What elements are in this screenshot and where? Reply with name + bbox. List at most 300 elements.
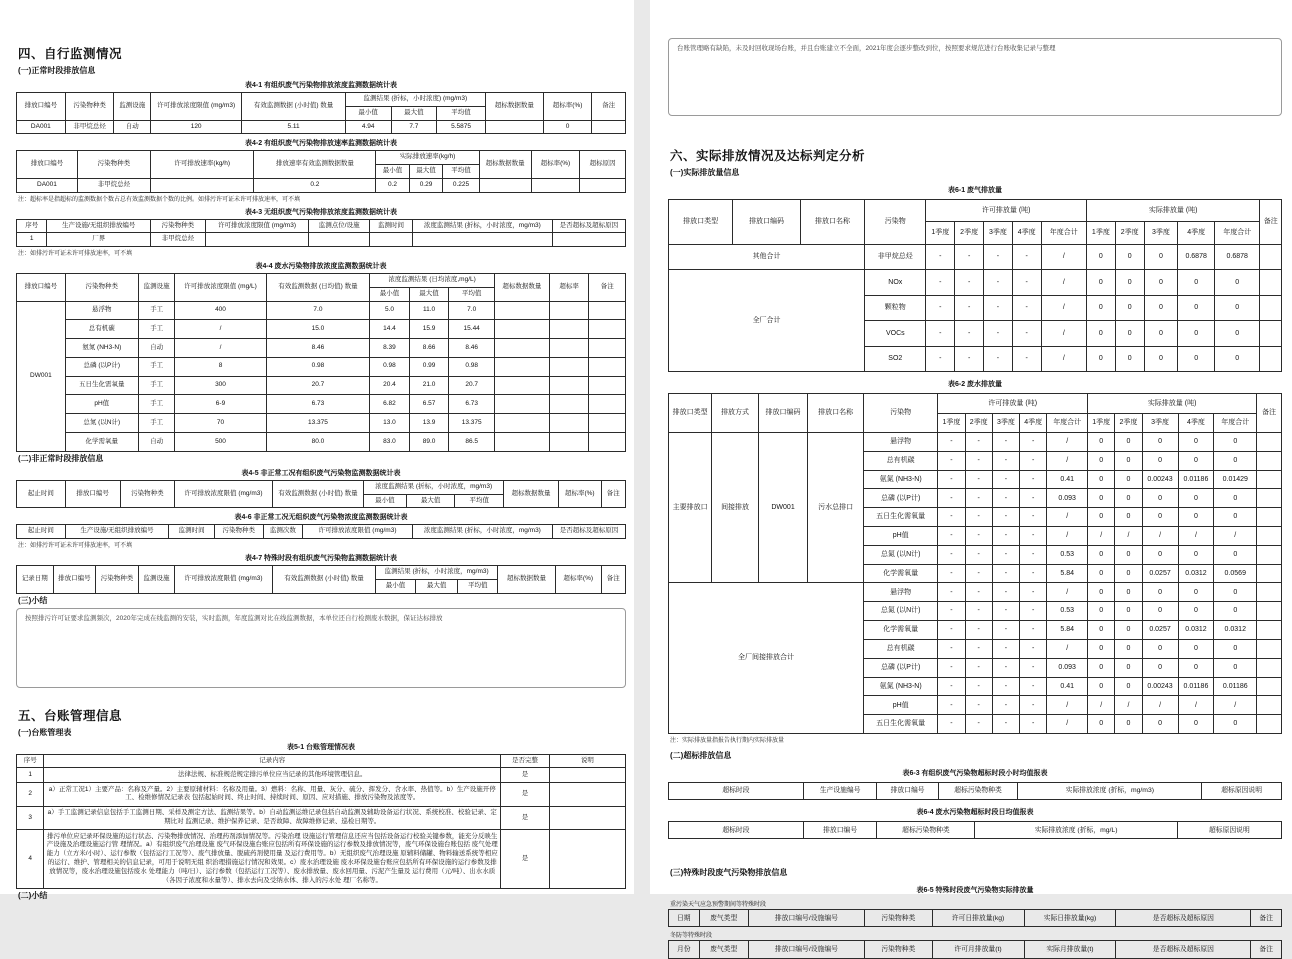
cell: [592, 120, 626, 134]
cell: -: [965, 451, 992, 470]
column-header: 最大值: [409, 287, 449, 301]
cell: 0: [1142, 639, 1178, 658]
cell: 8.46: [449, 339, 495, 358]
column-header: 超标原因说明: [1177, 822, 1281, 839]
cell: 0: [1215, 346, 1260, 371]
cell: 非甲烷总烃: [150, 233, 205, 247]
cell: [412, 233, 552, 247]
column-header: 年度合计: [1214, 413, 1257, 432]
column-header: 排放口编号: [803, 822, 877, 839]
cell: 0: [1115, 270, 1144, 295]
cell: /: [1047, 715, 1088, 734]
cell: 0: [1214, 432, 1257, 451]
cell: 0: [1144, 270, 1178, 295]
cell: 悬浮物: [65, 301, 138, 320]
table-header-row: [669, 822, 1282, 839]
cell: 是: [501, 806, 550, 830]
table-row: [669, 270, 1282, 295]
cell: 5.5875: [437, 120, 486, 134]
column-header: 污染物: [865, 200, 926, 245]
cell: 0: [1115, 244, 1144, 269]
cell: 13.0: [370, 414, 410, 433]
table-row: [17, 178, 626, 192]
table-6-5-title: 表6-5 特殊时段废气污染物实际排放量: [916, 887, 1034, 895]
cell: 0: [1178, 658, 1214, 677]
cell: [1257, 489, 1282, 508]
column-header: 最小值: [364, 494, 407, 508]
cell: /: [1178, 527, 1214, 546]
cell: -: [965, 527, 992, 546]
cell: 总有机碳: [864, 639, 938, 658]
cell: -: [965, 564, 992, 583]
column-header: 许可排放速率(kg/h): [150, 151, 254, 179]
cell: 污水总排口: [808, 432, 864, 583]
table-row: [17, 433, 626, 452]
cell: 0: [1115, 508, 1142, 527]
table-row: [669, 244, 1282, 269]
table-header-row: [669, 200, 1282, 222]
column-header: 3季度: [1142, 413, 1178, 432]
column-header: 超标率(%): [558, 480, 601, 508]
ledger-summary-textbox[interactable]: 台账管理略有缺陷，未及时回收现场台账，并且台账建立不全面，2021年度会逐步整改到位，按照要求规范进行台账收集记录与整理: [668, 38, 1282, 116]
cell: 自动: [114, 120, 151, 134]
cell: 全厂合计: [669, 270, 865, 372]
cell: NOx: [865, 270, 926, 295]
subsection-ledger-table: (一)台账管理表: [18, 727, 72, 737]
cell: /: [1041, 295, 1086, 320]
table-row: [17, 395, 626, 414]
cell: [589, 339, 626, 358]
cell: 0: [1178, 545, 1214, 564]
cell: 颗粒物: [865, 295, 926, 320]
cell: 悬浮物: [864, 432, 938, 451]
table-header-row: [669, 782, 1282, 799]
cell: 0: [1115, 489, 1142, 508]
cell: 氨氮 (NH3-N): [65, 339, 138, 358]
cell: -: [1020, 489, 1047, 508]
column-header: 1季度: [926, 222, 955, 244]
cell: /: [1088, 696, 1115, 715]
cell: 0: [1115, 346, 1144, 371]
column-header: 监测设施: [138, 566, 175, 594]
cell: -: [955, 295, 984, 320]
cell: [495, 395, 550, 414]
cell: -: [938, 677, 965, 696]
cell: 是: [501, 768, 550, 783]
cell: 0.01186: [1214, 677, 1257, 696]
cell: 13.375: [449, 414, 495, 433]
cell: 0: [1088, 432, 1115, 451]
cell: [495, 339, 550, 358]
cell: 0: [1214, 451, 1257, 470]
table-row: [17, 301, 626, 320]
cell: -: [938, 527, 965, 546]
column-header: 排放口类型: [669, 394, 712, 433]
cell: -: [1020, 715, 1047, 734]
cell: [1257, 545, 1282, 564]
cell: -: [926, 321, 955, 346]
cell: [1257, 564, 1282, 583]
column-header: 排放口编码: [733, 200, 800, 245]
column-header: 起止时间: [17, 480, 66, 508]
cell: 0: [543, 120, 592, 134]
cell: [580, 178, 626, 192]
column-header: 有效监测数据 (小时值) 数量: [272, 566, 376, 594]
column-header: 备注: [601, 566, 625, 594]
cell: -: [984, 321, 1013, 346]
subsection-special-period: (三)特殊时段废气污染物排放信息: [670, 868, 788, 878]
cell: 总氮 (以N计): [864, 602, 938, 621]
table-5-1-title: 表5-1 台账管理情况表: [286, 743, 356, 751]
cell: -: [965, 470, 992, 489]
column-header: 年度合计: [1215, 222, 1260, 244]
column-header: 最大值: [391, 106, 437, 120]
cell: [1257, 508, 1282, 527]
cell: 0.41: [1047, 470, 1088, 489]
cell: pH值: [864, 696, 938, 715]
cell: [495, 376, 550, 395]
cell: /: [1214, 527, 1257, 546]
cell: 法律法规、标准规范规定排污单位应当记录的其他环境管理信息。: [44, 768, 501, 783]
cell: -: [1020, 545, 1047, 564]
cell: -: [992, 639, 1019, 658]
cell: -: [1012, 295, 1041, 320]
cell: 0: [1115, 621, 1142, 640]
cell: -: [992, 508, 1019, 527]
column-header: 污染物种类: [214, 525, 263, 539]
table-header-row: [17, 754, 626, 768]
cell: [495, 433, 550, 452]
cell: -: [992, 583, 1019, 602]
cell: 8.66: [409, 339, 449, 358]
column-header: 说明: [549, 754, 625, 768]
column-header: 备注: [1251, 910, 1282, 927]
column-header: 超标率(%): [555, 566, 601, 594]
cell: 厂界: [47, 233, 151, 247]
cell: 6-9: [175, 395, 266, 414]
table-header-row: [669, 941, 1282, 958]
column-header: 实际排放量 (吨): [1088, 394, 1257, 413]
cell: 15.44: [449, 320, 495, 339]
cell: 0.6878: [1215, 244, 1260, 269]
cell: 0: [1142, 451, 1178, 470]
column-header: 监测设施: [114, 93, 151, 121]
column-header: 序号: [17, 754, 44, 768]
cell: 0.0257: [1142, 621, 1178, 640]
cell: 13.375: [266, 414, 370, 433]
table-4-2-title: 表4-2 有组织废气污染物排放速率监测数据统计表: [244, 140, 398, 148]
column-header: 许可月排放量(t): [932, 941, 1024, 958]
column-header: 实际排放浓度 (折标，mg/m3): [1018, 782, 1202, 799]
column-header: 监测点位/设施: [309, 219, 370, 233]
cell: 21.0: [409, 376, 449, 395]
column-header: 有效监测数据 (小时值) 数量: [242, 93, 346, 121]
cell: -: [984, 244, 1013, 269]
cell: 6.73: [266, 395, 370, 414]
cell: 化学需氧量: [864, 564, 938, 583]
cell: 0: [1142, 489, 1178, 508]
column-header: 备注: [592, 93, 626, 121]
cell: 0: [1178, 715, 1214, 734]
cell: [205, 233, 309, 247]
cell: -: [1020, 564, 1047, 583]
cell: 0: [1215, 321, 1260, 346]
cell: /: [1041, 270, 1086, 295]
cell: 0: [1144, 244, 1178, 269]
cell: 15.9: [409, 320, 449, 339]
cell: -: [965, 508, 992, 527]
cell: -: [992, 564, 1019, 583]
column-header: 年度合计: [1047, 413, 1088, 432]
cell: -: [938, 489, 965, 508]
cell: -: [1020, 621, 1047, 640]
cell: 0.53: [1047, 602, 1088, 621]
cell: 83.0: [370, 433, 410, 452]
cell: 6.73: [449, 395, 495, 414]
column-header: 备注: [601, 480, 625, 508]
cell: -: [926, 270, 955, 295]
table-4-3-footnote: 注：如排污许可证未许可排放速率，可不填: [18, 251, 133, 258]
column-header: 4季度: [1012, 222, 1041, 244]
cell: 五日生化需氧量: [864, 508, 938, 527]
cell: -: [938, 658, 965, 677]
column-header: 记录日期: [17, 566, 54, 594]
column-header: 超标污染物种类: [877, 822, 975, 839]
cell: -: [992, 489, 1019, 508]
column-header: 生产设施编号: [803, 782, 877, 799]
column-header: 2季度: [955, 222, 984, 244]
cell: -: [1012, 321, 1041, 346]
column-header: 有效监测数据 (小时值) 数量: [272, 480, 363, 508]
cell: [485, 120, 543, 134]
cell: 20.7: [266, 376, 370, 395]
cell: -: [984, 270, 1013, 295]
cell: 0: [1088, 508, 1115, 527]
cell: pH值: [864, 527, 938, 546]
column-header: 记录内容: [44, 754, 501, 768]
cell: 5.84: [1047, 621, 1088, 640]
cell: -: [938, 432, 965, 451]
cell: 0: [1178, 583, 1214, 602]
column-header: 4季度: [1178, 222, 1215, 244]
cell: 氨氮 (NH3-N): [864, 677, 938, 696]
column-header: 监测结果 (折标，小时浓度，mg/m3): [376, 566, 498, 580]
cell: 0: [1088, 715, 1115, 734]
cell: 0: [1214, 602, 1257, 621]
cell: [1260, 321, 1282, 346]
cell: 80.0: [266, 433, 370, 452]
table-4-2: [16, 150, 626, 192]
cell: 0: [1178, 346, 1215, 371]
cell: -: [955, 346, 984, 371]
cell: [1257, 696, 1282, 715]
cell: -: [938, 451, 965, 470]
monitoring-summary-textbox[interactable]: 按照排污许可证要求监测频次，2020年完成在线监测的安装，实时监测，年度监测对比在线监测数据，本单位还自行检测废水数据，保证达标排放: [16, 608, 626, 688]
cell: 自动: [138, 339, 175, 358]
cell: -: [1012, 244, 1041, 269]
cell: 5.84: [1047, 564, 1088, 583]
column-header: 污染物种类: [65, 93, 114, 121]
cell: [589, 301, 626, 320]
column-header: 3季度: [984, 222, 1013, 244]
cell: /: [1178, 696, 1214, 715]
cell: 0: [1115, 715, 1142, 734]
cell: [1257, 715, 1282, 734]
column-header: 1季度: [938, 413, 965, 432]
column-header: 排放口编码: [758, 394, 808, 433]
cell: 5.0: [370, 301, 410, 320]
cell: -: [992, 432, 1019, 451]
cell: -: [965, 696, 992, 715]
table-row: [17, 768, 626, 783]
cell: 是: [501, 830, 550, 889]
column-header: 2季度: [965, 413, 992, 432]
column-header: 污染物种类: [65, 274, 138, 302]
cell: 11.0: [409, 301, 449, 320]
table-4-6: [16, 524, 626, 539]
cell: -: [1020, 470, 1047, 489]
table-header-row: [17, 525, 626, 539]
cell: /: [1047, 696, 1088, 715]
column-header: 最小值: [370, 287, 410, 301]
column-header: 许可排放量 (吨): [938, 394, 1088, 413]
cell: -: [1020, 583, 1047, 602]
column-header: 排放口类型: [669, 200, 733, 245]
cell: 0: [1115, 583, 1142, 602]
cell: -: [926, 295, 955, 320]
cell: -: [955, 270, 984, 295]
column-header: 实际排放量 (吨): [1086, 200, 1259, 222]
cell: 0: [1142, 508, 1178, 527]
cell: 0: [1086, 270, 1115, 295]
cell: [589, 395, 626, 414]
column-header: 超标数据数量: [479, 151, 531, 179]
table-6-5b: [668, 940, 1282, 958]
cell: -: [992, 602, 1019, 621]
cell: -: [965, 639, 992, 658]
column-header: 超标时段: [669, 822, 804, 839]
cell: 总磷 (以P计): [864, 489, 938, 508]
column-header: 4季度: [1178, 413, 1214, 432]
cell: [495, 301, 550, 320]
cell: 0.0312: [1178, 621, 1214, 640]
cell: 4: [17, 830, 44, 889]
cell: 0.0569: [1214, 564, 1257, 583]
column-header: 起止时间: [17, 525, 66, 539]
table-4-5: [16, 480, 626, 509]
cell: 0: [1115, 658, 1142, 677]
table-row: [17, 806, 626, 830]
cell: -: [992, 621, 1019, 640]
subsection-monitoring-summary: (三)小结: [18, 595, 48, 605]
cell: 0: [1144, 346, 1178, 371]
table-6-1-title: 表6-1 废气排放量: [947, 187, 1003, 194]
cell: 0.2: [376, 178, 409, 192]
cell: -: [926, 244, 955, 269]
cell: 总氮 (以N计): [864, 545, 938, 564]
column-header: 排放口编号: [877, 782, 938, 799]
cell: 0.0312: [1214, 621, 1257, 640]
cell: 7.0: [266, 301, 370, 320]
cell: -: [992, 470, 1019, 489]
cell: /: [1142, 696, 1178, 715]
cell: 1: [17, 768, 44, 783]
cell: [479, 178, 531, 192]
table-4-4-title: 表4-4 废水污染物排放浓度监测数据统计表: [255, 263, 387, 271]
cell: 0: [1086, 295, 1115, 320]
cell: 氨氮 (NH3-N): [864, 470, 938, 489]
subsection-abnormal-period: (二)非正常时段排放信息: [18, 453, 104, 463]
cell: 总氮 (以N计): [65, 414, 138, 433]
cell: 6.57: [409, 395, 449, 414]
cell: 0: [1178, 639, 1214, 658]
cell: -: [984, 295, 1013, 320]
cell: 0: [1088, 658, 1115, 677]
cell: [495, 320, 550, 339]
cell: 0.98: [449, 357, 495, 376]
cell: 其他合计: [669, 244, 865, 269]
table-6-2-title: 表6-2 废水排放量: [947, 381, 1003, 389]
cell: /: [1047, 432, 1088, 451]
cell: 0: [1214, 639, 1257, 658]
table-row: [669, 432, 1282, 451]
column-header: 实际排放速率(kg/h): [376, 151, 480, 165]
column-header: 备注: [589, 274, 626, 302]
column-header: 监测结果 (折标，小时浓度) (mg/m3): [345, 93, 485, 107]
cell: [549, 376, 589, 395]
column-header: 超标率(%): [531, 151, 580, 179]
cell: [1257, 432, 1282, 451]
column-header: 实际月排放量(t): [1024, 941, 1116, 958]
cell: [552, 233, 625, 247]
subsection-normal-period: (一)正常时段排放信息: [18, 66, 96, 75]
cell: 间接排放: [712, 432, 758, 583]
cell: [549, 301, 589, 320]
cell: /: [1041, 346, 1086, 371]
cell: 8.46: [266, 339, 370, 358]
column-header: 1季度: [1088, 413, 1115, 432]
column-header: 排放口编号: [53, 566, 96, 594]
cell: 0: [1178, 508, 1214, 527]
table-row: [17, 783, 626, 807]
cell: 0.00243: [1142, 470, 1178, 489]
cell: a）正常工况1）主要产品：名称及产量。2）主要原辅材料：名称及用量。3）燃料：名称、用量、灰分、硫分、挥发分、含水率、热值等。b）生产设施开停工、检维修情况记录表 包括起始时间、终止时间、持续时间、原因、应对措施、排放污染物及浓度等。: [44, 783, 501, 807]
cell: 0.093: [1047, 658, 1088, 677]
cell: 0: [1142, 715, 1178, 734]
cell: 0.29: [409, 178, 442, 192]
column-header: 污染物种类: [96, 566, 139, 594]
cell: /: [175, 339, 266, 358]
column-header: 超标原因说明: [1202, 782, 1282, 799]
column-header: 最小值: [345, 106, 391, 120]
cell: -: [992, 545, 1019, 564]
table-row: [17, 120, 626, 134]
cell: 0: [1088, 564, 1115, 583]
cell: -: [965, 583, 992, 602]
cell: [1257, 621, 1282, 640]
cell: 4.94: [345, 120, 391, 134]
cell: 0: [1115, 470, 1142, 489]
column-header: 许可排放浓度限值 (mg/m3): [303, 525, 413, 539]
cell: -: [1012, 270, 1041, 295]
cell: 7.7: [391, 120, 437, 134]
cell: 排污单位应记录环保设施的运行状态、污染物排放情况、治理药剂添加情况等。污染治理 设施运行管理信息还应当包括设备运行校验关键参数，能充分反映生产设施及治理设施运行管 理情况。a）有组织废气治理设施 废气环保设施台账应包括所有环保设施的运行参数及排放情况等，废气环保设施台账包括 废气处理能力（立方米/小时）、运行参数（包括运行工况等）、废气排放量、脱硫药剂使用量 及运行费用等。b）无组织废气治理设施 原辅料储罐、物料输送系统等相应的运行、维护、管理相关的信息记录，可用于说明无组 织治理措施运行情况和效果。c）废水治理设施 废水环保设施台账应包括所有环保设施的运行参数及排放情况等，废水治理设施包括废水 处理能力（吨/日）、运行参数（包括运行工况等）、废水排放量、废水回用量、污泥产生量及 运行费用（元/吨）、出水水质（各因子浓度和水量等）、排水去向及受纳水体、排入的污水处 理厂名称等。: [44, 830, 501, 889]
column-header: 1季度: [1086, 222, 1115, 244]
column-header: 废气类型: [699, 910, 748, 927]
subsection-exceedance: (二)超标排放信息: [670, 750, 732, 760]
column-header: 污染物种类: [120, 480, 175, 508]
cell: [1257, 602, 1282, 621]
